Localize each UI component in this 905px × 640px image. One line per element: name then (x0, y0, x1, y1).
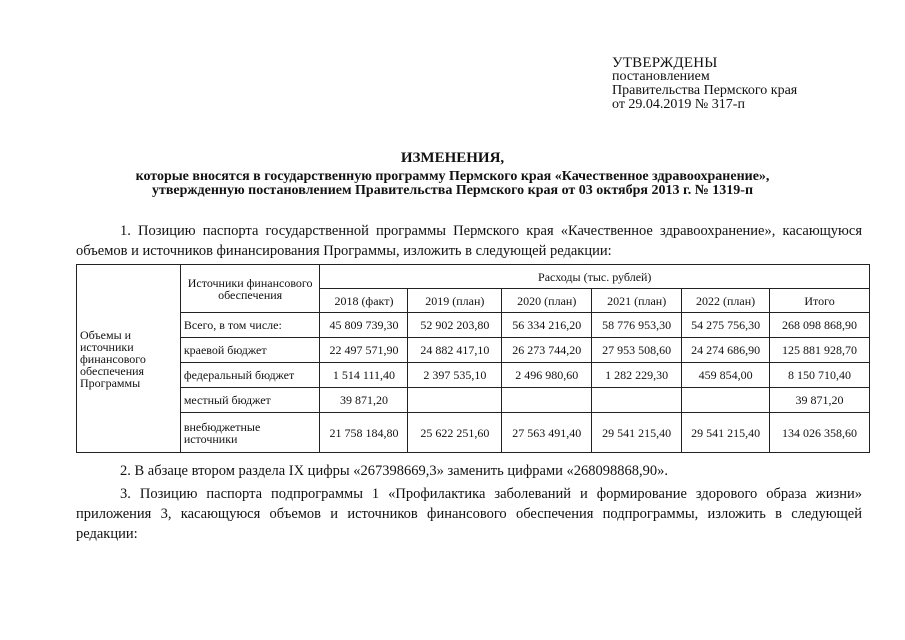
value-cell: 268 098 868,90 (770, 313, 870, 338)
value-cell: 22 497 571,90 (320, 338, 408, 363)
value-cell: 2 397 535,10 (408, 363, 502, 388)
table-row (77, 413, 870, 453)
financing-table (76, 264, 870, 453)
column-header: Итого (770, 289, 870, 313)
paragraph-1-text: 1. Позицию паспорта государственной программы Пермского края «Качественное здравоохранение», касающуюся объемов и источников финансирования Программы, изложить в следующей редакции: (76, 223, 862, 259)
source-cell: внебюджетные источники (180, 413, 320, 453)
value-cell: 24 882 417,10 (408, 338, 502, 363)
paragraph-2 (76, 461, 862, 481)
table-row-label: Объемы и источники финансового обеспечения Программы (77, 265, 181, 453)
value-cell: 29 541 215,40 (592, 413, 682, 453)
column-header: 2020 (план) (502, 289, 592, 313)
value-cell (592, 388, 682, 413)
value-cell: 459 854,00 (682, 363, 770, 388)
sources-header: Источники финансового обеспечения (180, 265, 320, 313)
column-header: 2018 (факт) (320, 289, 408, 313)
source-cell: краевой бюджет (180, 338, 320, 363)
value-cell: 27 563 491,40 (502, 413, 592, 453)
column-header: 2019 (план) (408, 289, 502, 313)
source-cell: местный бюджет (180, 388, 320, 413)
expenses-header: Расходы (тыс. рублей) (320, 265, 870, 289)
approval-line-2: Правительства Пермского края (612, 83, 798, 98)
paragraph-3-text: 3. Позицию паспорта подпрограммы 1 «Профилактика заболеваний и формирование здорового образа жизни» приложения 3, касающуюся объемов и источников финансового обеспечения подпрограммы, изложить в следующей редакции: (76, 486, 862, 542)
value-cell: 1 514 111,40 (320, 363, 408, 388)
value-cell: 39 871,20 (320, 388, 408, 413)
value-cell: 39 871,20 (770, 388, 870, 413)
subtitle-line-1: которые вносятся в государственную программу Пермского края «Качественное здравоохранение», (135, 169, 770, 184)
paragraph-1 (76, 221, 862, 261)
source-cell: Всего, в том числе: (180, 313, 320, 338)
value-cell: 125 881 928,70 (770, 338, 870, 363)
column-header: 2021 (план) (592, 289, 682, 313)
value-cell: 54 275 756,30 (682, 313, 770, 338)
column-header: 2022 (план) (682, 289, 770, 313)
value-cell: 25 622 251,60 (408, 413, 502, 453)
value-cell (682, 388, 770, 413)
approval-heading: УТВЕРЖДЕНЫ (612, 55, 718, 71)
table-row (77, 313, 870, 338)
document-subtitle (0, 170, 905, 198)
document-title: ИЗМЕНЕНИЯ, (400, 150, 505, 166)
value-cell (408, 388, 502, 413)
table-row (77, 363, 870, 388)
approval-line-3: от 29.04.2019 № 317-п (612, 97, 745, 112)
approval-block (612, 56, 797, 112)
subtitle-line-2: утвержденную постановлением Правительства Пермского края от 03 октября 2013 г. № 1319-п (151, 183, 754, 198)
value-cell: 52 902 203,80 (408, 313, 502, 338)
value-cell: 2 496 980,60 (502, 363, 592, 388)
paragraph-2-text: 2. В абзаце втором раздела IX цифры «267398669,3» заменить цифрами «268098868,90». (120, 463, 668, 479)
value-cell: 58 776 953,30 (592, 313, 682, 338)
table-row (77, 338, 870, 363)
value-cell: 1 282 229,30 (592, 363, 682, 388)
value-cell: 26 273 744,20 (502, 338, 592, 363)
value-cell: 45 809 739,30 (320, 313, 408, 338)
table-row (77, 388, 870, 413)
value-cell: 21 758 184,80 (320, 413, 408, 453)
value-cell: 56 334 216,20 (502, 313, 592, 338)
value-cell: 27 953 508,60 (592, 338, 682, 363)
approval-line-1: постановлением (612, 69, 710, 84)
source-cell: федеральный бюджет (180, 363, 320, 388)
value-cell: 24 274 686,90 (682, 338, 770, 363)
value-cell: 8 150 710,40 (770, 363, 870, 388)
value-cell: 134 026 358,60 (770, 413, 870, 453)
paragraph-3 (76, 484, 862, 544)
value-cell (502, 388, 592, 413)
value-cell: 29 541 215,40 (682, 413, 770, 453)
